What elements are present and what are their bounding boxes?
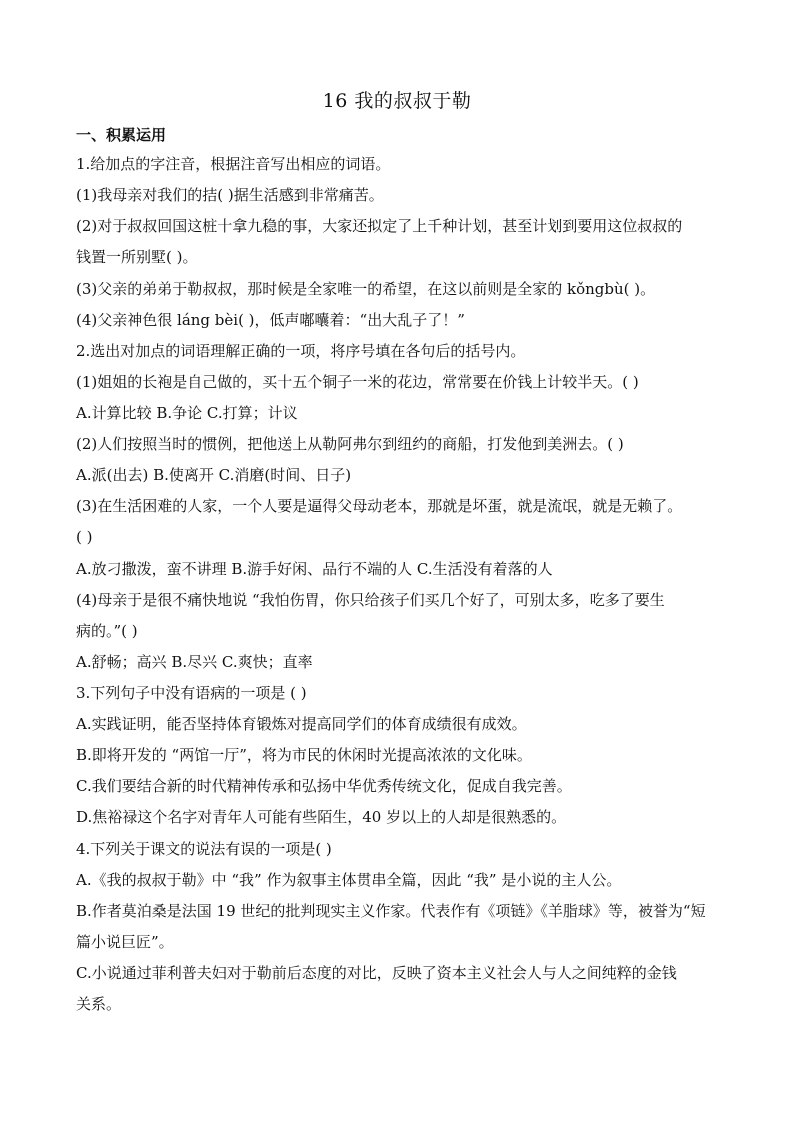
question-2-item-3: (3)在生活困难的人家，一个人要是逼得父母动老本，那就是坏蛋，就是流氓，就是无赖了。 bbox=[76, 497, 683, 515]
question-4-option-b-cont: 篇小说巨匠”。 bbox=[76, 933, 174, 951]
question-3-option-a: A.实践证明，能否坚持体育锻炼对提高同学们的体育成绩很有成效。 bbox=[76, 715, 527, 733]
question-3-option-c: C.我们要结合新的时代精神传承和弘扬中华优秀传统文化，促成自我完善。 bbox=[76, 777, 572, 795]
section-heading: 一、积累运用 bbox=[76, 126, 167, 144]
question-2-prompt: 2.选出对加点的词语理解正确的一项，将序号填在各句后的括号内。 bbox=[76, 342, 526, 360]
question-3-option-d: D.焦裕禄这个名字对青年人可能有些陌生，40 岁以上的人却是很熟悉的。 bbox=[76, 808, 567, 826]
question-4-option-c-cont: 关系。 bbox=[76, 995, 122, 1013]
question-2-item-1-options: A.计算比较 B.争论 C.打算；计议 bbox=[76, 404, 298, 422]
question-1-item-2-cont: 钱置一所别墅( )。 bbox=[76, 248, 198, 266]
question-1-item-1: (1)我母亲对我们的拮( )据生活感到非常痛苦。 bbox=[76, 186, 384, 204]
question-4-option-b: B.作者莫泊桑是法国 19 世纪的批判现实主义作家。代表作有《项链》《羊脂球》等，被誉为“短 bbox=[76, 902, 706, 920]
question-4-option-c: C.小说通过菲利普夫妇对于勒前后态度的对比，反映了资本主义社会人与人之间纯粹的金钱 bbox=[76, 964, 677, 982]
question-4-prompt: 4.下列关于课文的说法有误的一项是( ) bbox=[76, 840, 332, 858]
question-2-item-1: (1)姐姐的长袍是自己做的，买十五个铜子一米的花边，常常要在价钱上计较半天。( ) bbox=[76, 373, 639, 391]
question-1-prompt: 1.给加点的字注音，根据注音写出相应的词语。 bbox=[76, 155, 391, 173]
question-1-item-4: (4)父亲神色很 láng bèi( )，低声嘟囔着：“出大乱子了！” bbox=[76, 311, 465, 329]
question-2-item-2-options: A.派(出去) B.使离开 C.消磨(时间、日子) bbox=[76, 466, 352, 484]
question-2-item-2: (2)人们按照当时的惯例，把他送上从勒阿弗尔到纽约的商船，打发他到美洲去。( ) bbox=[76, 435, 624, 453]
question-2-item-4-cont: 病的。”( ) bbox=[76, 622, 138, 640]
question-3-prompt: 3.下列句子中没有语病的一项是 ( ) bbox=[76, 684, 307, 702]
question-2-item-4: (4)母亲于是很不痛快地说 “我怕伤胃，你只给孩子们买几个好了，可别太多，吃多了要生 bbox=[76, 591, 665, 609]
question-4-option-a: A.《我的叔叔于勒》中 “我” 作为叙事主体贯串全篇，因此 “我” 是小说的主人公。 bbox=[76, 871, 622, 889]
question-3-option-b: B.即将开发的 “两馆一厅”，将为市民的休闲时光提高浓浓的文化味。 bbox=[76, 746, 532, 764]
question-2-item-4-options: A.舒畅；高兴 B.尽兴 C.爽快；直率 bbox=[76, 653, 313, 671]
page-title: 16 我的叔叔于勒 bbox=[322, 90, 472, 112]
question-1-item-3: (3)父亲的弟弟于勒叔叔，那时候是全家唯一的希望，在这以前则是全家的 kǒngbù( )。 bbox=[76, 280, 656, 298]
question-1-item-2: (2)对于叔叔回国这桩十拿九稳的事，大家还拟定了上千种计划，甚至计划到要用这位叔叔的 bbox=[76, 217, 683, 235]
question-2-item-3-options: A.放刁撒泼，蛮不讲理 B.游手好闲、品行不端的人 C.生活没有着落的人 bbox=[76, 560, 553, 578]
question-2-item-3-blank: ( ) bbox=[76, 528, 93, 546]
